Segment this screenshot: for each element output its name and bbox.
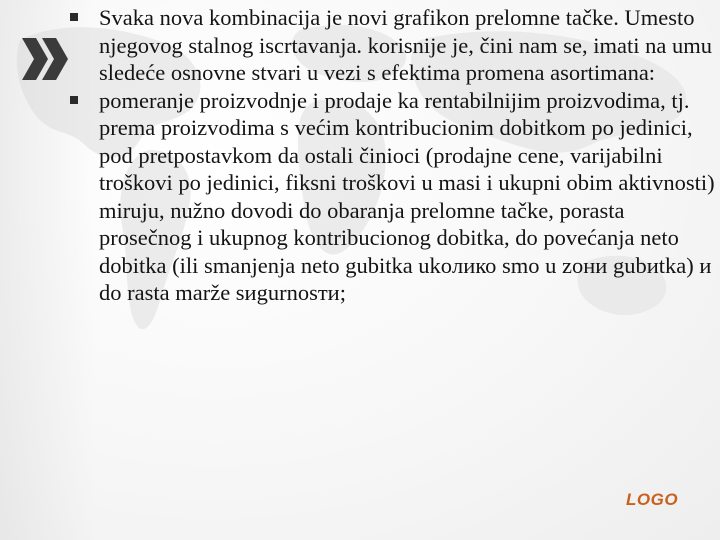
square-bullet-icon: [70, 96, 78, 104]
bullet-item: [70, 4, 715, 87]
bullet-list: [70, 4, 715, 307]
double-chevron-icon: [20, 36, 72, 82]
bullet-text: Svaka nova kombinacija je novi grafikon prelomne tačke. Umesto njegovog stalnog iscrtavanja. korisnije je, čini nam se, imati na umu sledeće osnovne stvari u vezi s efektima promena asortimana:: [99, 5, 712, 85]
bullet-item: [70, 87, 715, 307]
bullet-text: pomeranje proizvodnje i prodaje ka rentabilnijim proizvodima, tj. prema proizvodima s većim kontribucionim dobitkom po jedinici, pod pretpostavkom da ostali činioci (prodajne cene, varijabilni troškovi po jedinici, fiksni troškovi u masi i ukupni obim aktivnosti) miruju, nužno dovodi do obaranja prelomne tačke, porasta prosečnog i ukupnog kontribucionog dobitka, do povećanja neto dobitka (ili smanjenja neto gubitka ukoлико smo u zoни gubиtka) и do rasta marže sиgurnosти;: [99, 87, 715, 305]
logo-text: LOGO: [626, 490, 679, 509]
square-bullet-icon: [70, 13, 78, 21]
